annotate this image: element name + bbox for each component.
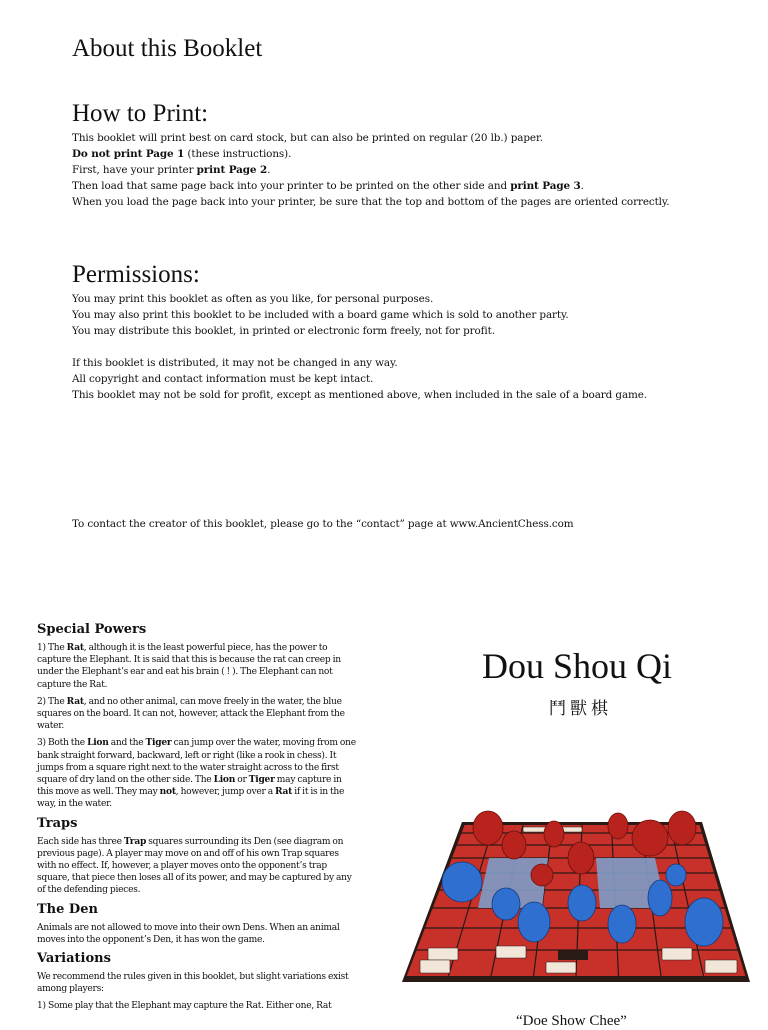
text-run: can jump over the water, moving from one bank straight forward, backward, left or right (like a rook in chess). It jumps from a square right next to the water straight across to the first square of dry land on the other side. The xyxy=(37,738,356,786)
board-game-photo xyxy=(400,800,752,990)
den-square xyxy=(558,950,588,960)
text-run: , and no other animal, can move freely in the water, the blue squares on the board. It can not, however, attack the Elephant from the water. xyxy=(37,696,345,732)
rule-paragraph xyxy=(37,642,359,691)
bold-run: not xyxy=(159,786,176,798)
text-run: Each side has three xyxy=(37,836,124,847)
text-run: When you load the page back into your printer, be sure that the top and bottom of the pages are oriented correctly. xyxy=(72,196,670,208)
about-title: About this Booklet xyxy=(72,35,263,62)
permissions-title: Permissions: xyxy=(72,261,200,288)
section-title-special-powers: Special Powers xyxy=(37,622,147,637)
bold-run: print Page 3 xyxy=(510,180,581,192)
permission-line: You may also print this booklet to be included with a board game which is sold to another party. xyxy=(72,309,569,321)
text-run: 2) The xyxy=(37,696,67,707)
game-title: Dou Shou Qi xyxy=(482,646,673,686)
bold-run: print Page 2 xyxy=(196,164,268,176)
rule-paragraph xyxy=(37,1000,359,1012)
bold-run: Rat xyxy=(275,786,293,798)
permission-line: You may print this booklet as often as you like, for personal purposes. xyxy=(72,293,434,305)
text-run: . xyxy=(580,180,584,192)
permission-line: This booklet may not be sold for profit, except as mentioned above, when included in the sale of a board game. xyxy=(72,389,648,401)
text-run: may capture in this move as well. They may xyxy=(37,775,342,798)
text-run: if it is in the way, in the water. xyxy=(37,787,345,810)
bold-run: Trap xyxy=(123,835,147,847)
bold-run: Rat xyxy=(66,642,84,653)
text-run: 1) The xyxy=(37,643,67,653)
text-run: Animals are not allowed to move into their own Dens. When an animal moves into the opponent’s Den, it has won the game. xyxy=(37,922,340,945)
rule-paragraph xyxy=(37,836,359,897)
text-run: This booklet will print best on card stock, but can also be printed on regular (20 lb.) paper. xyxy=(72,132,543,144)
traps-text xyxy=(37,836,359,897)
print-line xyxy=(72,194,669,210)
bold-run: Lion xyxy=(213,774,236,786)
variations-text xyxy=(37,971,359,1013)
text-run: Then load that same page back into your printer to be printed on the other side and xyxy=(72,180,511,192)
board-photo-illustration xyxy=(400,800,752,990)
section-title-traps: Traps xyxy=(37,815,78,831)
text-run: . xyxy=(267,164,271,176)
bold-run: Do not print Page 1 xyxy=(72,148,185,160)
bold-run: Rat xyxy=(66,695,84,707)
rule-paragraph xyxy=(37,971,359,995)
text-run: We recommend the rules given in this booklet, but slight variations exist among players: xyxy=(37,972,349,995)
contact-line: To contact the creator of this booklet, please go to the “contact” page at www.AncientChess.com xyxy=(72,518,574,530)
text-run: , although it is the least powerful piece, has the power to capture the Elephant. It is said that this is because the rat can creep in under the Elephant’s ear and eat his brain ( ! ). The Elephant can not capture the Rat. xyxy=(37,643,341,690)
text-run: 3) Both the xyxy=(37,738,88,749)
text-run: (these instructions). xyxy=(184,148,292,160)
permission-line xyxy=(72,339,647,355)
bold-run: Lion xyxy=(87,737,109,749)
permission-line: If this booklet is distributed, it may not be changed in any way. xyxy=(72,357,398,369)
special-powers-text xyxy=(37,642,359,811)
permission-line: All copyright and contact information must be kept intact. xyxy=(72,373,374,385)
permissions-list xyxy=(72,291,647,403)
text-run: First, have your printer xyxy=(72,164,197,176)
text-run: 1) Some play that the Elephant may capture the Rat. Either one, Rat xyxy=(37,1001,332,1012)
rule-paragraph xyxy=(37,737,359,810)
rules-column xyxy=(37,622,359,1013)
game-title-chinese: 鬥獸棋 xyxy=(549,699,612,719)
text-run: , however, jump over a xyxy=(175,787,276,798)
print-line xyxy=(72,162,669,178)
section-title-variations: Variations xyxy=(37,951,111,967)
text-run: squares surrounding its Den (see diagram on previous page). A player may move on and off of his own Trap squares with no effect. If, however, a player moves onto the opponent’s trap square, that piece then loses all of its power, and may be captured by any of the defending pieces. xyxy=(37,836,352,896)
print-instructions xyxy=(72,130,669,210)
rule-paragraph xyxy=(37,922,359,946)
section-title-den: The Den xyxy=(37,901,98,917)
bold-run: Tiger xyxy=(248,774,275,786)
print-line xyxy=(72,146,669,162)
text-run: and the xyxy=(108,738,146,749)
text-run: or xyxy=(235,775,249,786)
bold-run: Tiger xyxy=(145,737,172,749)
den-text xyxy=(37,922,359,946)
print-line xyxy=(72,130,669,146)
permission-line: You may distribute this booklet, in printed or electronic form freely, not for profit. xyxy=(72,325,495,337)
print-section-title: How to Print: xyxy=(72,100,209,127)
print-line xyxy=(72,178,669,194)
photo-caption: “Doe Show Chee” xyxy=(516,1013,627,1029)
rule-paragraph xyxy=(37,696,359,733)
